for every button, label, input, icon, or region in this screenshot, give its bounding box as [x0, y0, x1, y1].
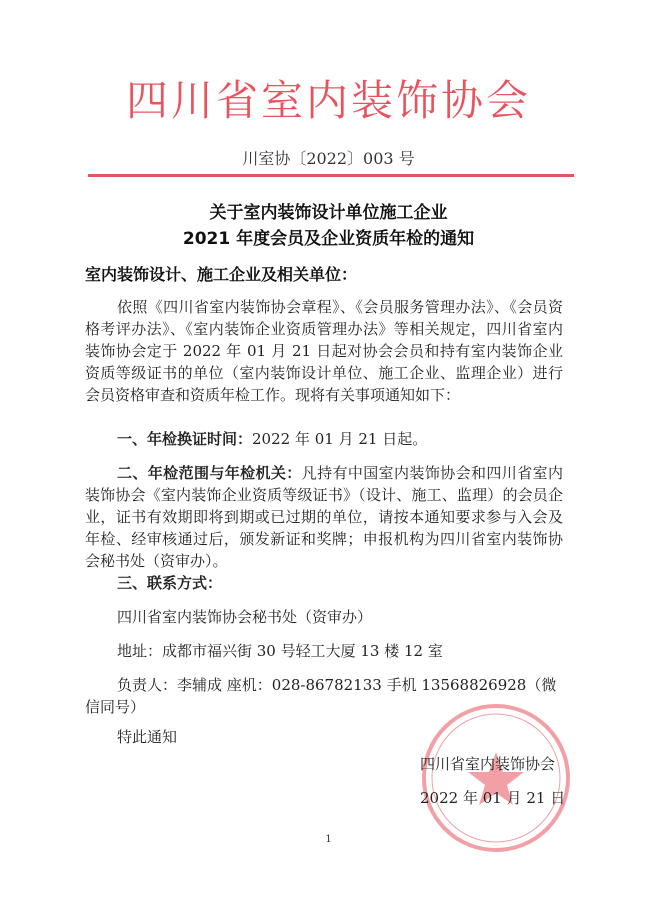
section-time-value: 2022 年 01 月 21 日起。: [252, 430, 428, 448]
section-scope-label: 二、年检范围与年检机关：: [117, 464, 302, 482]
letterhead-divider: [88, 174, 574, 177]
intro-paragraph: 依照《四川省室内装饰协会章程》、《会员服务管理办法》、《会员资格考评办法》、《室内装饰企业资质管理办法》等相关规定，四川省室内装饰协会定于 2022 年 01 月 21 日起对协会会员和持有室内装饰企业资质等级证书的单位（室内装饰设计单位、施工企业、监理企业）进行会员资格审查和资质年检工作。现将有关事项通知如下：: [85, 298, 563, 404]
section-contact: [85, 572, 563, 594]
section-scope: [85, 462, 563, 572]
section-scope-text: 凡持有中国室内装饰协会和四川省室内装饰协会《室内装饰企业资质等级证书》（设计、施工、监理）的会员企业，证书有效期即将到期或已过期的单位，请按本通知要求参与入会及年检、经审核通过后，颁发新证和奖牌；申报机构为四川省室内装饰协会秘书处（资审办）。: [85, 464, 563, 570]
signature-date: 2022 年 01 月 21 日: [420, 789, 566, 807]
closing-text: 特此通知: [117, 728, 178, 746]
official-seal-icon: [418, 700, 574, 856]
page-number: 1: [325, 834, 332, 845]
notice-title-line1: 关于室内装饰设计单位施工企业: [209, 203, 448, 223]
contact-org: 四川省室内装饰协会秘书处（资审办）: [117, 608, 373, 626]
addressee: 室内装饰设计、施工企业及相关单位：: [85, 265, 358, 284]
signature-org: 四川省室内装饰协会: [420, 755, 556, 773]
contact-person: 负责人：李辅成 座机：028-86782133 手机 13568826928（微信同号）: [85, 676, 557, 716]
section-time: [85, 428, 563, 450]
section-time-label: 一、年检换证时间：: [117, 430, 253, 448]
document-number: 川室协〔2022〕003 号: [242, 149, 415, 168]
letterhead-title: 四川省室内装饰协会: [125, 76, 531, 125]
notice-title-line2: 2021 年度会员及企业资质年检的通知: [182, 229, 475, 249]
section-contact-label: 三、联系方式：: [117, 574, 223, 592]
contact-address: 地址：成都市福兴街 30 号轻工大厦 13 楼 12 室: [117, 642, 443, 660]
